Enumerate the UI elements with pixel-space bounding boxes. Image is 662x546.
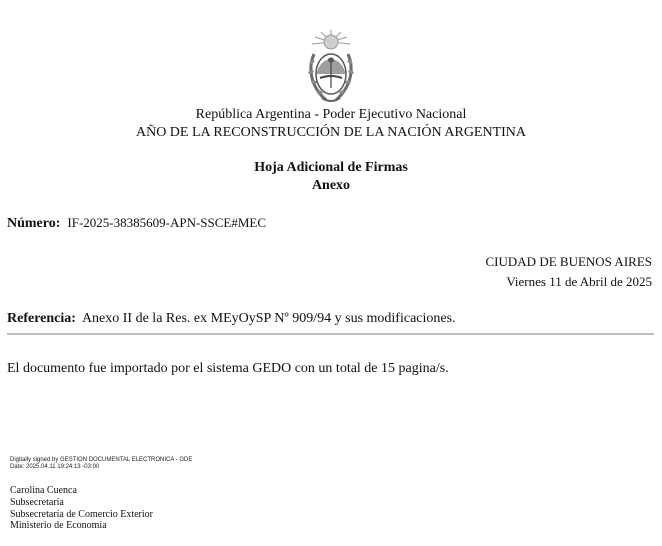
digital-signature-line-1: Digitally signed by GESTION DOCUMENTAL ELECTRONICA - GDE [10, 457, 193, 463]
body-text: El documento fue importado por el sistema GEDO con un total de 15 pagina/s. [7, 361, 449, 376]
digital-signature-date: Date: 2025.04.11 19:24:13 -03:00 [10, 464, 100, 470]
header-line-1: República Argentina - Poder Ejecutivo Nacional [195, 107, 467, 122]
numero-label: Número: [7, 216, 61, 231]
document-title: Hoja Adicional de Firmas [254, 160, 408, 175]
signatory-name: Carolina Cuenca [10, 485, 77, 496]
date: Viernes 11 de Abril de 2025 [506, 274, 652, 289]
city: CIUDAD DE BUENOS AIRES [485, 254, 652, 269]
numero-value: IF-2025-38385609-APN-SSCE#MEC [67, 215, 267, 230]
signatory-ministry: Ministerio de Economía [10, 520, 107, 531]
referencia-value: Anexo II de la Res. ex MEyOySP Nº 909/94 y sus modificaciones. [81, 311, 456, 326]
divider [7, 333, 654, 335]
referencia-label: Referencia: [7, 311, 76, 326]
document-subtitle: Anexo [311, 178, 351, 193]
coat-of-arms-icon [306, 28, 356, 108]
header-line-2: AÑO DE LA RECONSTRUCCIÓN DE LA NACIÓN ARGENTINA [135, 125, 527, 140]
referencia-row [7, 309, 456, 327]
signatory-role: Subsecretaria [10, 497, 64, 508]
numero-row [7, 214, 266, 232]
signatory-office: Subsecretaría de Comercio Exterior [10, 509, 153, 520]
